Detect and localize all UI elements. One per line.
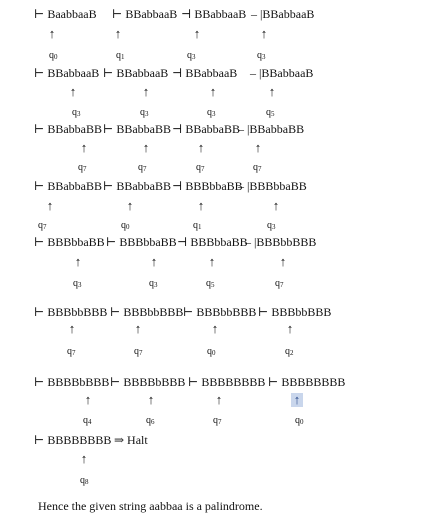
- state-label: $q_7$: [253, 162, 262, 173]
- state-label: $q_7$: [275, 278, 284, 289]
- arrow-row-5: [0, 255, 421, 273]
- head-arrow-icon: ↑: [208, 254, 216, 269]
- arrow-row-4: [0, 199, 421, 217]
- config-2-1: ⊢ BBabbaaB: [34, 66, 100, 80]
- head-arrow-icon: ↑: [134, 321, 142, 336]
- state-row-6: [0, 346, 421, 364]
- head-arrow-icon: ↑: [260, 26, 268, 41]
- highlighted-head-arrow-icon: ↑: [291, 393, 303, 407]
- config-4-2: ⊢ BBabbaBB: [103, 179, 171, 193]
- head-arrow-icon: ↑: [80, 140, 88, 155]
- config-4-1: ⊢ BBabbaBB: [34, 179, 102, 193]
- head-arrow-icon: ↑: [48, 26, 56, 41]
- config-row-4: [0, 178, 421, 196]
- config-row-2: [0, 65, 421, 83]
- state-label: $q_7$: [67, 346, 76, 357]
- head-arrow-icon: ↑: [254, 140, 262, 155]
- head-arrow-icon: ↑: [46, 198, 54, 213]
- config-3-3: ⊣ BBabbaBB: [172, 122, 240, 136]
- state-label: $q_7$: [213, 415, 222, 426]
- state-label: $q_6$: [146, 415, 155, 426]
- state-label: $q_3$: [267, 220, 276, 231]
- config-row-7: [0, 374, 421, 392]
- config-6-1: ⊢ BBBbbBBB: [34, 305, 108, 319]
- head-arrow-icon: ↑: [142, 140, 150, 155]
- arrow-row-3: [0, 141, 421, 159]
- arrow-row-6: [0, 322, 421, 340]
- state-label: $q_8$: [80, 475, 89, 486]
- config-5-4: – |BBBbbBBB: [245, 235, 317, 249]
- config-1-4: – |BBabbaaB: [251, 7, 315, 21]
- state-label: $q_3$: [207, 107, 216, 118]
- config-2-2: ⊢ BBabbaaB: [103, 66, 169, 80]
- config-4-4: – |BBBbbaBB: [238, 179, 307, 193]
- head-arrow-icon: ↑: [209, 84, 217, 99]
- arrow-row-1: [0, 27, 421, 45]
- config-row-6: [0, 304, 421, 322]
- head-arrow-icon: ↑: [268, 84, 276, 99]
- head-arrow-icon: ↑: [272, 198, 280, 213]
- head-arrow-icon: ↑: [193, 26, 201, 41]
- head-arrow-icon: ↑: [197, 140, 205, 155]
- head-arrow-icon: ↑: [211, 321, 219, 336]
- config-2-4: – |BBabbaaB: [250, 66, 314, 80]
- state-label: $q_0$: [49, 50, 58, 61]
- head-arrow-icon: ↑: [114, 26, 122, 41]
- config-4-3: ⊣ BBBbbaBB: [172, 179, 243, 193]
- state-label: $q_1$: [116, 50, 125, 61]
- state-label: $q_7$: [196, 162, 205, 173]
- config-5-1: ⊢ BBBbbaBB: [34, 235, 105, 249]
- head-arrow-icon: ↑: [68, 321, 76, 336]
- head-arrow-icon: ↑: [69, 84, 77, 99]
- halt-label: ⇒ Halt: [114, 433, 148, 447]
- head-arrow-icon: ↑: [74, 254, 82, 269]
- config-6-2: ⊢ BBBbbBBB: [110, 305, 184, 319]
- head-arrow-icon: ↑: [197, 198, 205, 213]
- config-7-3: ⊢ BBBBBBBB: [188, 375, 266, 389]
- state-label: $q_5$: [206, 278, 215, 289]
- head-arrow-icon: ↑: [279, 254, 287, 269]
- head-arrow-icon: ↑: [215, 392, 223, 407]
- config-3-4: – |BBabbaBB: [238, 122, 305, 136]
- config-7-4: ⊢ BBBBBBBB: [268, 375, 346, 389]
- head-arrow-icon: ↑: [126, 198, 134, 213]
- config-row-8: [0, 432, 421, 450]
- state-label: $q_7$: [38, 220, 47, 231]
- state-label: $q_7$: [138, 162, 147, 173]
- head-arrow-icon: ↑: [84, 392, 92, 407]
- config-1-1: ⊢ BaabbaaB: [34, 7, 97, 21]
- state-label: $q_5$: [266, 107, 275, 118]
- config-row-5: [0, 234, 421, 252]
- state-row-7: [0, 415, 421, 433]
- config-8-1: ⊢ BBBBBBBB: [34, 433, 112, 447]
- head-arrow-icon: ↑: [147, 392, 155, 407]
- state-label: $q_4$: [83, 415, 92, 426]
- state-label: $q_0$: [295, 415, 304, 426]
- head-arrow-icon: ↑: [142, 84, 150, 99]
- state-label: $q_1$: [193, 220, 202, 231]
- state-label: $q_3$: [187, 50, 196, 61]
- config-5-2: ⊢ BBBbbaBB: [106, 235, 177, 249]
- config-6-4: ⊢ BBBbbBBB: [258, 305, 332, 319]
- head-arrow-icon: ↑: [286, 321, 294, 336]
- config-row-1: [0, 6, 421, 24]
- state-label: $q_0$: [121, 220, 130, 231]
- state-label: $q_7$: [134, 346, 143, 357]
- config-3-2: ⊢ BBabbaBB: [103, 122, 171, 136]
- state-row-8: [0, 475, 421, 493]
- state-label: $q_0$: [207, 346, 216, 357]
- state-label: $q_7$: [78, 162, 87, 173]
- state-row-5: [0, 278, 421, 296]
- config-7-2: ⊢ BBBBbBBB: [110, 375, 186, 389]
- config-3-1: ⊢ BBabbaBB: [34, 122, 102, 136]
- arrow-row-8: [0, 452, 421, 470]
- head-arrow-icon: ↑: [150, 254, 158, 269]
- state-label: $q_3$: [140, 107, 149, 118]
- conclusion-text: Hence the given string aabbaa is a palindrome.: [38, 499, 263, 513]
- arrow-row-7: [0, 393, 421, 411]
- config-5-3: ⊣ BBBbbaBB: [177, 235, 248, 249]
- config-row-3: [0, 121, 421, 139]
- config-2-3: ⊣ BBabbaaB: [172, 66, 238, 80]
- state-label: $q_3$: [257, 50, 266, 61]
- state-label: $q_3$: [73, 278, 82, 289]
- config-6-3: ⊢ BBBbbBBB: [183, 305, 257, 319]
- config-1-3: ⊣ BBabbaaB: [181, 7, 247, 21]
- config-1-2: ⊢ BBabbaaB: [112, 7, 178, 21]
- state-label: $q_3$: [72, 107, 81, 118]
- state-label: $q_3$: [149, 278, 158, 289]
- state-label: $q_2$: [285, 346, 294, 357]
- arrow-row-2: [0, 85, 421, 103]
- config-7-1: ⊢ BBBBbBBB: [34, 375, 110, 389]
- head-arrow-icon: ↑: [80, 451, 88, 466]
